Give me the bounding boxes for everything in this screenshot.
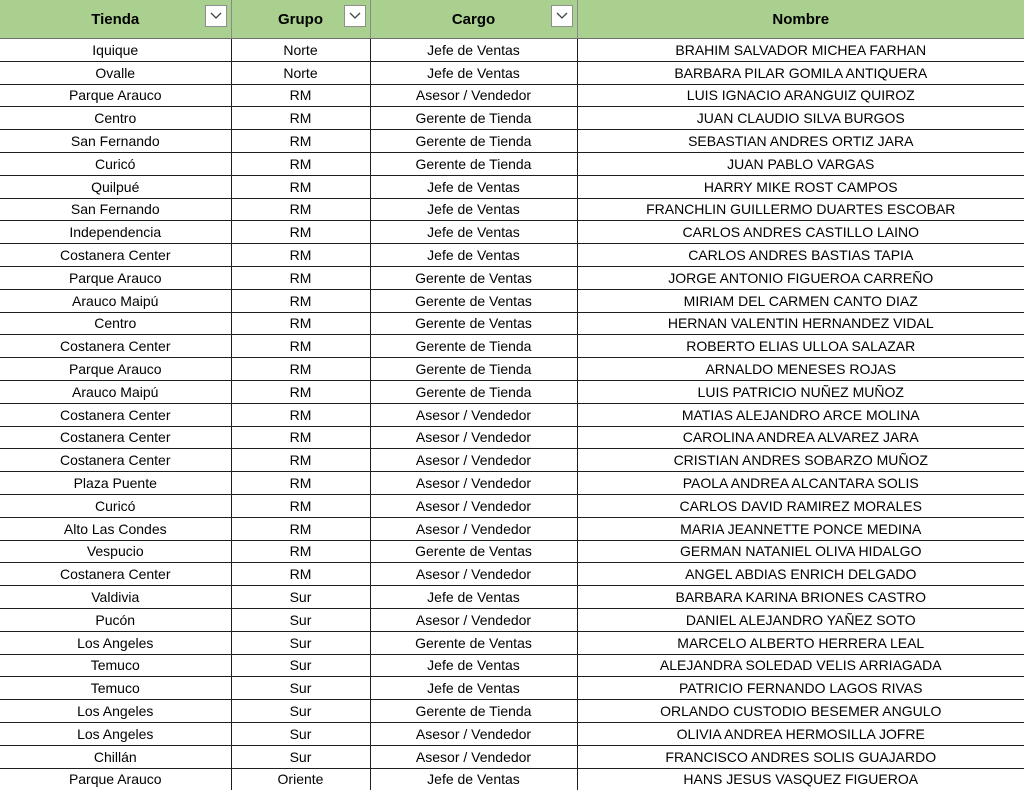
cell-grupo[interactable]: RM	[231, 335, 370, 358]
cell-nombre[interactable]: SEBASTIAN ANDRES ORTIZ JARA	[577, 130, 1024, 153]
table-row	[0, 39, 1024, 62]
cell-grupo[interactable]: RM	[231, 107, 370, 130]
cell-nombre[interactable]: BRAHIM SALVADOR MICHEA FARHAN	[577, 39, 1024, 62]
filter-button-grupo[interactable]	[344, 5, 366, 27]
cell-nombre[interactable]: BARBARA PILAR GOMILA ANTIQUERA	[577, 61, 1024, 84]
cell-grupo[interactable]: RM	[231, 494, 370, 517]
cell-grupo[interactable]: Sur	[231, 654, 370, 677]
cell-grupo[interactable]: RM	[231, 244, 370, 267]
cell-nombre[interactable]: HERNAN VALENTIN HERNANDEZ VIDAL	[577, 312, 1024, 335]
cell-tienda[interactable]: Vespucio	[0, 540, 231, 563]
cell-nombre[interactable]: CAROLINA ANDREA ALVAREZ JARA	[577, 426, 1024, 449]
cell-grupo[interactable]: RM	[231, 175, 370, 198]
cell-grupo[interactable]: RM	[231, 563, 370, 586]
cell-grupo[interactable]: Sur	[231, 745, 370, 768]
table-body	[0, 39, 1024, 790]
cell-nombre[interactable]: HARRY MIKE ROST CAMPOS	[577, 175, 1024, 198]
chevron-down-icon	[556, 12, 568, 20]
cell-nombre[interactable]: ARNALDO MENESES ROJAS	[577, 358, 1024, 381]
cell-grupo[interactable]: Norte	[231, 39, 370, 62]
cell-nombre[interactable]: LUIS PATRICIO NUÑEZ MUÑOZ	[577, 380, 1024, 403]
cell-grupo[interactable]: Oriente	[231, 768, 370, 790]
header-tienda	[0, 0, 231, 39]
cell-cargo[interactable]: Asesor / Vendedor	[370, 517, 577, 540]
cell-grupo[interactable]: Sur	[231, 608, 370, 631]
cell-grupo[interactable]: RM	[231, 358, 370, 381]
cell-cargo[interactable]: Gerente de Tienda	[370, 358, 577, 381]
cell-tienda[interactable]: Los Angeles	[0, 700, 231, 723]
cell-grupo[interactable]: RM	[231, 266, 370, 289]
cell-cargo[interactable]: Gerente de Ventas	[370, 289, 577, 312]
cell-cargo[interactable]: Gerente de Tienda	[370, 152, 577, 175]
table-row	[0, 244, 1024, 267]
header-row	[0, 0, 1024, 39]
cell-nombre[interactable]: MARIA JEANNETTE PONCE MEDINA	[577, 517, 1024, 540]
table-row	[0, 563, 1024, 586]
table-row	[0, 745, 1024, 768]
cell-cargo[interactable]: Gerente de Tienda	[370, 700, 577, 723]
cell-nombre[interactable]: CRISTIAN ANDRES SOBARZO MUÑOZ	[577, 449, 1024, 472]
cell-nombre[interactable]: OLIVIA ANDREA HERMOSILLA JOFRE	[577, 722, 1024, 745]
cell-nombre[interactable]: HANS JESUS VASQUEZ FIGUEROA	[577, 768, 1024, 790]
cell-tienda[interactable]: Costanera Center	[0, 244, 231, 267]
cell-grupo[interactable]: RM	[231, 130, 370, 153]
cell-grupo[interactable]: Norte	[231, 61, 370, 84]
cell-tienda[interactable]: Parque Arauco	[0, 266, 231, 289]
cell-nombre[interactable]: CARLOS ANDRES CASTILLO LAINO	[577, 221, 1024, 244]
cell-grupo[interactable]: RM	[231, 221, 370, 244]
cell-nombre[interactable]: CARLOS DAVID RAMIREZ MORALES	[577, 494, 1024, 517]
cell-nombre[interactable]: JUAN CLAUDIO SILVA BURGOS	[577, 107, 1024, 130]
cell-cargo[interactable]: Jefe de Ventas	[370, 244, 577, 267]
table-row	[0, 152, 1024, 175]
cell-grupo[interactable]: RM	[231, 152, 370, 175]
cell-tienda[interactable]: Valdivia	[0, 586, 231, 609]
cell-cargo[interactable]: Asesor / Vendedor	[370, 472, 577, 495]
filter-button-cargo[interactable]	[551, 5, 573, 27]
table-row	[0, 61, 1024, 84]
cell-nombre[interactable]: DANIEL ALEJANDRO YAÑEZ SOTO	[577, 608, 1024, 631]
cell-tienda[interactable]: Costanera Center	[0, 449, 231, 472]
table-row	[0, 312, 1024, 335]
cell-nombre[interactable]: JORGE ANTONIO FIGUEROA CARREÑO	[577, 266, 1024, 289]
cell-nombre[interactable]: ORLANDO CUSTODIO BESEMER ANGULO	[577, 700, 1024, 723]
cell-cargo[interactable]: Jefe de Ventas	[370, 39, 577, 62]
chevron-down-icon	[349, 12, 361, 20]
cell-tienda[interactable]: Parque Arauco	[0, 358, 231, 381]
table-row	[0, 586, 1024, 609]
table-row	[0, 449, 1024, 472]
table-row	[0, 358, 1024, 381]
cell-grupo[interactable]: Sur	[231, 586, 370, 609]
cell-tienda[interactable]: Curicó	[0, 494, 231, 517]
table-row	[0, 84, 1024, 107]
cell-grupo[interactable]: RM	[231, 198, 370, 221]
cell-cargo[interactable]: Jefe de Ventas	[370, 768, 577, 790]
cell-grupo[interactable]: Sur	[231, 677, 370, 700]
header-nombre-label: Nombre	[772, 10, 830, 28]
cell-grupo[interactable]: RM	[231, 540, 370, 563]
cell-nombre[interactable]: PAOLA ANDREA ALCANTARA SOLIS	[577, 472, 1024, 495]
table-row	[0, 472, 1024, 495]
cell-grupo[interactable]: RM	[231, 517, 370, 540]
cell-tienda[interactable]: Arauco Maipú	[0, 380, 231, 403]
cell-tienda[interactable]: Arauco Maipú	[0, 289, 231, 312]
cell-nombre[interactable]: JUAN PABLO VARGAS	[577, 152, 1024, 175]
cell-tienda[interactable]: Centro	[0, 107, 231, 130]
cell-cargo[interactable]: Asesor / Vendedor	[370, 449, 577, 472]
cell-tienda[interactable]: Plaza Puente	[0, 472, 231, 495]
table-row	[0, 494, 1024, 517]
cell-tienda[interactable]: Ovalle	[0, 61, 231, 84]
table-row	[0, 403, 1024, 426]
header-cargo	[370, 0, 577, 39]
cell-cargo[interactable]: Jefe de Ventas	[370, 586, 577, 609]
table-row	[0, 266, 1024, 289]
cell-cargo[interactable]: Gerente de Tienda	[370, 130, 577, 153]
cell-nombre[interactable]: ANGEL ABDIAS ENRICH DELGADO	[577, 563, 1024, 586]
cell-grupo[interactable]: RM	[231, 380, 370, 403]
cell-grupo[interactable]: Sur	[231, 631, 370, 654]
cell-tienda[interactable]: Independencia	[0, 221, 231, 244]
cell-nombre[interactable]: GERMAN NATANIEL OLIVA HIDALGO	[577, 540, 1024, 563]
cell-cargo[interactable]: Jefe de Ventas	[370, 175, 577, 198]
cell-cargo[interactable]: Asesor / Vendedor	[370, 403, 577, 426]
cell-nombre[interactable]: FRANCHLIN GUILLERMO DUARTES ESCOBAR	[577, 198, 1024, 221]
cell-cargo[interactable]: Asesor / Vendedor	[370, 608, 577, 631]
cell-grupo[interactable]: RM	[231, 426, 370, 449]
cell-tienda[interactable]: Costanera Center	[0, 335, 231, 358]
cell-cargo[interactable]: Jefe de Ventas	[370, 221, 577, 244]
cell-grupo[interactable]: RM	[231, 403, 370, 426]
cell-tienda[interactable]: Quilpué	[0, 175, 231, 198]
cell-grupo[interactable]: Sur	[231, 700, 370, 723]
cell-cargo[interactable]: Jefe de Ventas	[370, 198, 577, 221]
cell-tienda[interactable]: Centro	[0, 312, 231, 335]
cell-tienda[interactable]: Chillán	[0, 745, 231, 768]
cell-tienda[interactable]: Curicó	[0, 152, 231, 175]
table-row	[0, 198, 1024, 221]
cell-tienda[interactable]: Los Angeles	[0, 631, 231, 654]
cell-tienda[interactable]: Los Angeles	[0, 722, 231, 745]
cell-tienda[interactable]: Costanera Center	[0, 426, 231, 449]
cell-cargo[interactable]: Gerente de Ventas	[370, 312, 577, 335]
table-row	[0, 517, 1024, 540]
cell-tienda[interactable]: Parque Arauco	[0, 84, 231, 107]
table-row	[0, 130, 1024, 153]
cell-cargo[interactable]: Asesor / Vendedor	[370, 745, 577, 768]
cell-cargo[interactable]: Gerente de Tienda	[370, 380, 577, 403]
header-grupo	[231, 0, 370, 39]
header-grupo-label: Grupo	[278, 10, 323, 28]
cell-tienda[interactable]: Parque Arauco	[0, 768, 231, 790]
cell-cargo[interactable]: Asesor / Vendedor	[370, 494, 577, 517]
cell-cargo[interactable]: Gerente de Ventas	[370, 540, 577, 563]
cell-cargo[interactable]: Asesor / Vendedor	[370, 722, 577, 745]
table-row	[0, 654, 1024, 677]
cell-cargo[interactable]: Jefe de Ventas	[370, 677, 577, 700]
cell-grupo[interactable]: Sur	[231, 722, 370, 745]
table-row	[0, 608, 1024, 631]
table-row	[0, 221, 1024, 244]
cell-nombre[interactable]: CARLOS ANDRES BASTIAS TAPIA	[577, 244, 1024, 267]
table-row	[0, 768, 1024, 790]
cell-tienda[interactable]: San Fernando	[0, 130, 231, 153]
cell-tienda[interactable]: San Fernando	[0, 198, 231, 221]
cell-cargo[interactable]: Gerente de Tienda	[370, 335, 577, 358]
cell-grupo[interactable]: RM	[231, 289, 370, 312]
table-row	[0, 380, 1024, 403]
cell-nombre[interactable]: MARCELO ALBERTO HERRERA LEAL	[577, 631, 1024, 654]
filter-button-tienda[interactable]	[205, 5, 227, 27]
cell-nombre[interactable]: ROBERTO ELIAS ULLOA SALAZAR	[577, 335, 1024, 358]
cell-tienda[interactable]: Temuco	[0, 677, 231, 700]
cell-nombre[interactable]: PATRICIO FERNANDO LAGOS RIVAS	[577, 677, 1024, 700]
cell-grupo[interactable]: RM	[231, 84, 370, 107]
cell-cargo[interactable]: Gerente de Tienda	[370, 107, 577, 130]
header-nombre	[577, 0, 1024, 39]
table-row	[0, 631, 1024, 654]
cell-cargo[interactable]: Jefe de Ventas	[370, 61, 577, 84]
cell-nombre[interactable]: LUIS IGNACIO ARANGUIZ QUIROZ	[577, 84, 1024, 107]
header-cargo-label: Cargo	[451, 10, 496, 28]
table-row	[0, 722, 1024, 745]
cell-grupo[interactable]: RM	[231, 472, 370, 495]
table-row	[0, 289, 1024, 312]
cell-nombre[interactable]: MATIAS ALEJANDRO ARCE MOLINA	[577, 403, 1024, 426]
cell-nombre[interactable]: FRANCISCO ANDRES SOLIS GUAJARDO	[577, 745, 1024, 768]
header-tienda-label: Tienda	[91, 10, 140, 28]
cell-tienda[interactable]: Costanera Center	[0, 563, 231, 586]
cell-cargo[interactable]: Asesor / Vendedor	[370, 84, 577, 107]
cell-tienda[interactable]: Iquique	[0, 39, 231, 62]
cell-cargo[interactable]: Gerente de Ventas	[370, 266, 577, 289]
cell-cargo[interactable]: Jefe de Ventas	[370, 654, 577, 677]
cell-nombre[interactable]: MIRIAM DEL CARMEN CANTO DIAZ	[577, 289, 1024, 312]
cell-tienda[interactable]: Pucón	[0, 608, 231, 631]
cell-grupo[interactable]: RM	[231, 312, 370, 335]
cell-grupo[interactable]: RM	[231, 449, 370, 472]
cell-tienda[interactable]: Temuco	[0, 654, 231, 677]
cell-cargo[interactable]: Gerente de Ventas	[370, 631, 577, 654]
table-row	[0, 107, 1024, 130]
table-row	[0, 540, 1024, 563]
cell-tienda[interactable]: Alto Las Condes	[0, 517, 231, 540]
table-row	[0, 700, 1024, 723]
chevron-down-icon	[210, 12, 222, 20]
table-row	[0, 677, 1024, 700]
table-row	[0, 175, 1024, 198]
cell-cargo[interactable]: Asesor / Vendedor	[370, 563, 577, 586]
cell-nombre[interactable]: BARBARA KARINA BRIONES CASTRO	[577, 586, 1024, 609]
table-row	[0, 335, 1024, 358]
cell-nombre[interactable]: ALEJANDRA SOLEDAD VELIS ARRIAGADA	[577, 654, 1024, 677]
cell-cargo[interactable]: Asesor / Vendedor	[370, 426, 577, 449]
cell-tienda[interactable]: Costanera Center	[0, 403, 231, 426]
table-row	[0, 426, 1024, 449]
